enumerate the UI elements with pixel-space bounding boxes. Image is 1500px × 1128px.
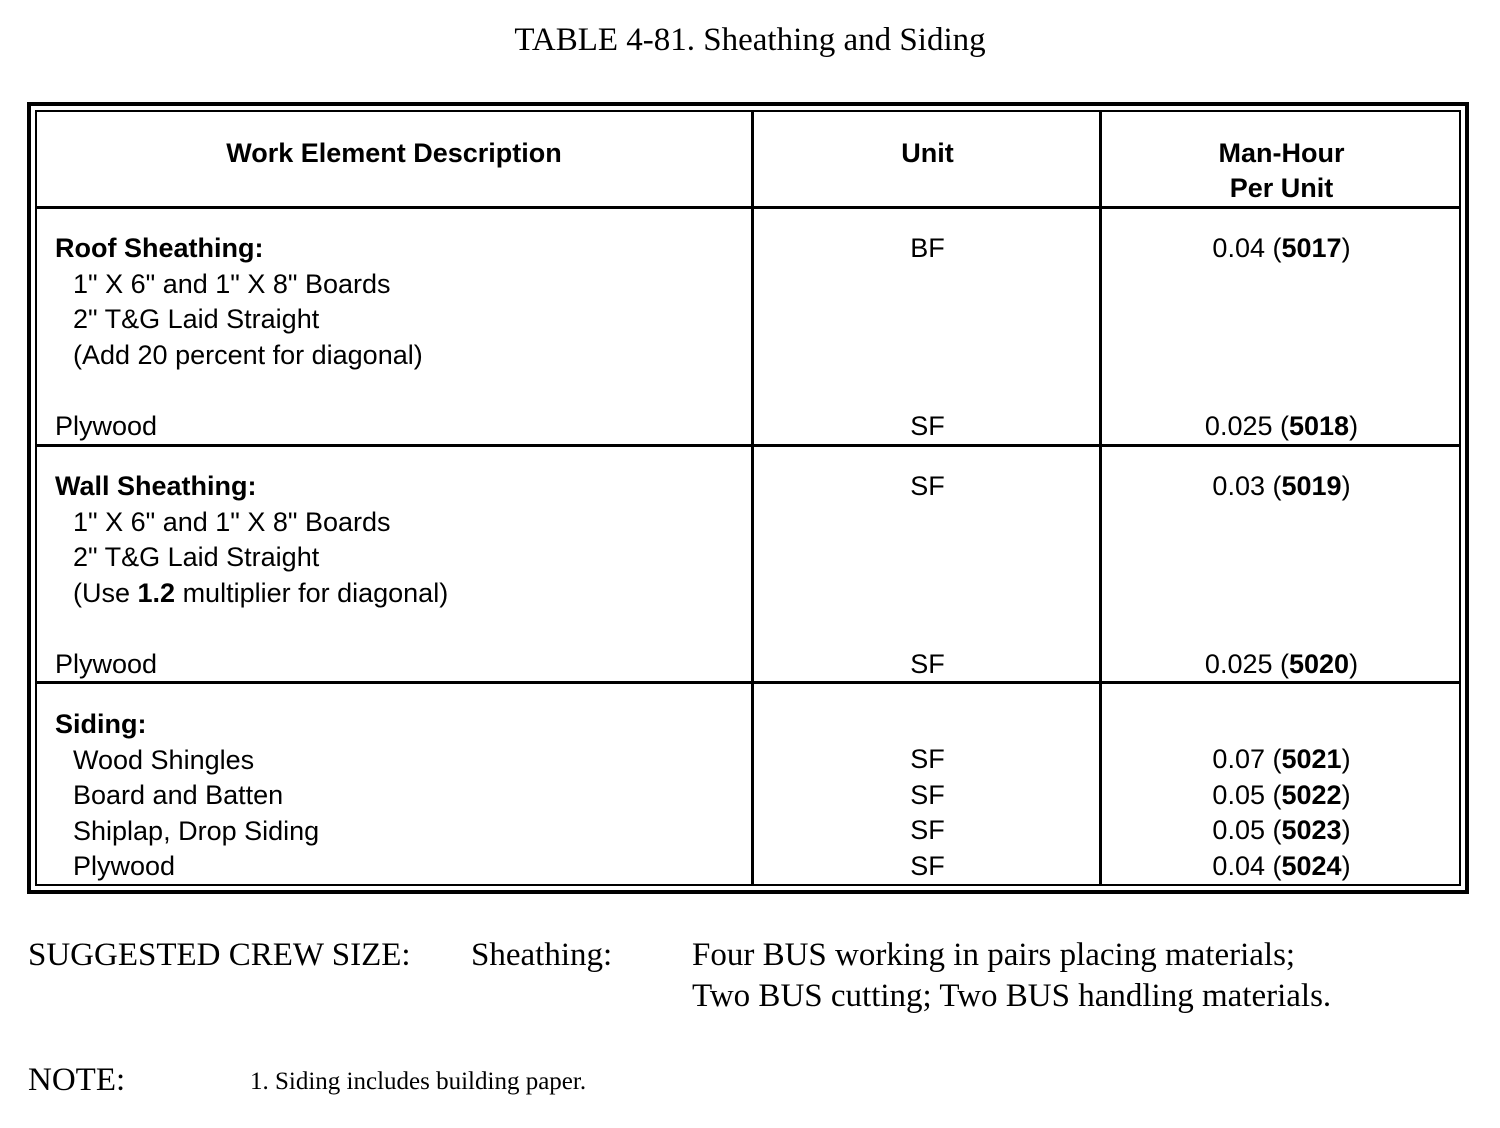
list-item: (Add 20 percent for diagonal): [73, 339, 423, 370]
section-heading: Roof Sheathing:: [55, 233, 264, 263]
siding-manhour-column: [1103, 742, 1460, 884]
crew-size-text: Four BUS working in pairs placing materials; Two BUS cutting; Two BUS handling materials.: [692, 937, 1332, 1014]
manhour-cell: 0.025 (5018): [1204, 411, 1359, 441]
unit-cell: SF: [910, 411, 945, 441]
list-item: Plywood: [73, 851, 176, 881]
manhour-cell: 0.025 (5020): [1204, 649, 1359, 679]
header-description: Work Element Description: [226, 138, 562, 168]
page-title: TABLE 4-81. Sheathing and Siding: [514, 22, 986, 58]
unit-cell: SF: [910, 779, 945, 810]
note-text: 1. Siding includes building paper.: [250, 1068, 587, 1095]
list-item: Shiplap, Drop Siding: [73, 815, 320, 846]
column-divider: [751, 110, 754, 886]
unit-cell: SF: [910, 815, 945, 845]
note-label: NOTE:: [28, 1062, 126, 1098]
header-unit: Unit: [901, 138, 954, 168]
unit-cell: SF: [910, 850, 945, 881]
list-item: 1" X 6" and 1" X 8" Boards: [73, 506, 391, 537]
unit-cell: BF: [910, 233, 945, 263]
list-item: Wood Shingles: [73, 744, 255, 775]
siding-unit-column: [756, 742, 1099, 884]
section-heading: Wall Sheathing:: [55, 471, 257, 501]
manhour-cell: 0.05 (5022): [1212, 779, 1351, 810]
manhour-cell: 0.07 (5021): [1212, 744, 1351, 774]
manhour-cell: 0.05 (5023): [1212, 815, 1351, 845]
crew-size-sublabel: Sheathing:: [471, 937, 613, 973]
manhour-cell: 0.04 (5017): [1212, 233, 1351, 263]
list-item: Board and Batten: [73, 780, 284, 810]
section-heading: Siding:: [55, 709, 147, 739]
roof-sheathing-section: [55, 231, 423, 444]
list-item: 2" T&G Laid Straight: [73, 542, 320, 572]
header-manhour: Man-Hour Per Unit: [1218, 138, 1345, 203]
row-divider: [35, 206, 1461, 209]
list-item: 1" X 6" and 1" X 8" Boards: [73, 268, 391, 299]
list-item: (Use 1.2 multiplier for diagonal): [73, 577, 449, 608]
unit-cell: SF: [910, 471, 945, 501]
list-item: Plywood: [55, 410, 158, 441]
column-divider: [1099, 110, 1102, 886]
unit-cell: SF: [910, 744, 945, 774]
unit-cell: SF: [910, 649, 945, 679]
list-item: 2" T&G Laid Straight: [73, 304, 320, 334]
wall-sheathing-section: [55, 469, 448, 682]
siding-section: [55, 707, 319, 885]
manhour-cell: 0.04 (5024): [1212, 850, 1351, 881]
manhour-cell: 0.03 (5019): [1212, 471, 1351, 501]
list-item: Plywood: [55, 648, 158, 679]
crew-size-label: SUGGESTED CREW SIZE:: [28, 937, 411, 973]
